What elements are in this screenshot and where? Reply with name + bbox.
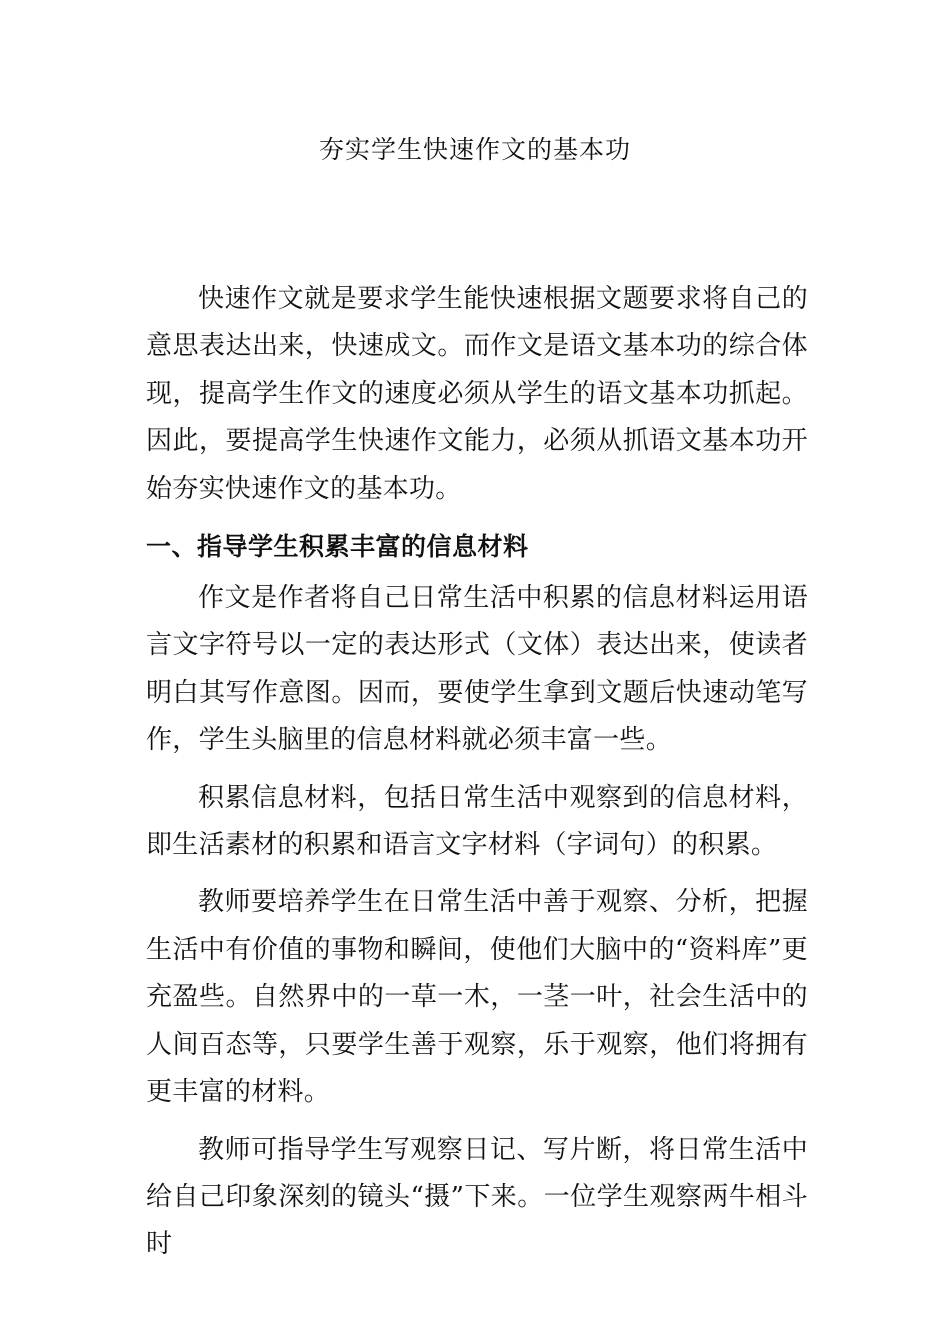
body-paragraph: 教师可指导学生写观察日记、写片断，将日常生活中给自己印象深刻的镜头“摄”下来。一位学生观察两牛相斗时 [146, 1134, 808, 1260]
intro-paragraph: 快速作文就是要求学生能快速根据文题要求将自己的意思表达出来，快速成文。而作文是语文基本功的综合体现，提高学生作文的速度必须从学生的语文基本功抓起。因此，要提高学生快速作文能力，必须从抓语文基本功开始夯实快速作文的基本功。 [146, 284, 808, 504]
body-paragraph: 积累信息材料，包括日常生活中观察到的信息材料，即生活素材的积累和语言文字材料（字词句）的积累。 [146, 782, 808, 861]
section-heading: 一、指导学生积累丰富的信息材料 [146, 532, 529, 562]
body-paragraph: 教师要培养学生在日常生活中善于观察、分析，把握生活中有价值的事物和瞬间，使他们大脑中的“资料库”更充盈些。自然界中的一草一木，一茎一叶，社会生活中的人间百态等，只要学生善于观察，乐于观察，他们将拥有更丰富的材料。 [146, 887, 808, 1108]
body-paragraph: 作文是作者将自己日常生活中积累的信息材料运用语言文字符号以一定的表达形式（文体）表达出来，使读者明白其写作意图。因而，要使学生拿到文题后快速动笔写作，学生头脑里的信息材料就必须丰富一些。 [146, 583, 808, 756]
document-title: 夯实学生快速作文的基本功 [318, 135, 631, 164]
document-body [146, 276, 808, 1269]
